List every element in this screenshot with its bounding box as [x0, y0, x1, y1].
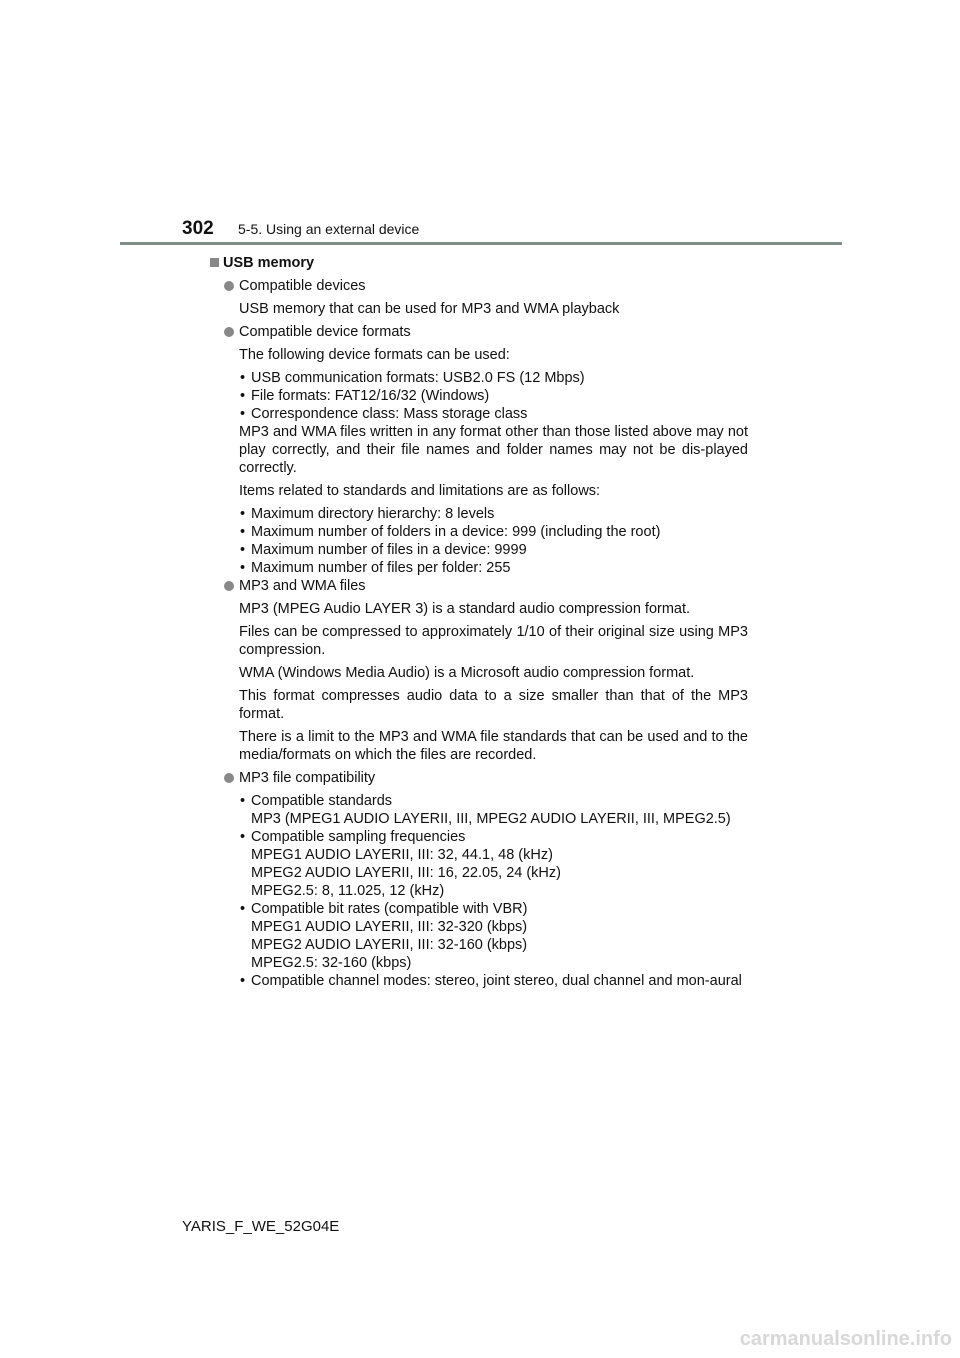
- sampling-line: MPEG2 AUDIO LAYERII, III: 16, 22.05, 24 (kHz): [251, 865, 561, 881]
- mp3-wma-paragraph: There is a limit to the MP3 and WMA file standards that can be used and to the media/formats on which the files are recorded.: [239, 729, 748, 763]
- standards-line: MP3 (MPEG1 AUDIO LAYERII, III, MPEG2 AUDIO LAYERII, III, MPEG2.5): [251, 811, 731, 827]
- mp3-compat-list: [208, 792, 748, 990]
- list-item: • Maximum number of files in a device: 9999: [239, 541, 748, 559]
- header-divider: [120, 242, 842, 245]
- list-item: • Compatible channel modes: stereo, joint stereo, dual channel and mon-aural: [239, 972, 748, 990]
- circle-bullet-icon: [224, 773, 234, 783]
- mp3-wma-paragraph: WMA (Windows Media Audio) is a Microsoft audio compression format.: [239, 665, 695, 681]
- device-formats-title: Compatible device formats: [208, 323, 748, 341]
- mp3-wma-title: MP3 and WMA files: [208, 577, 748, 595]
- list-item: • Compatible bit rates (compatible with VBR) MPEG1 AUDIO LAYERII, III: 32-320 (kbps) MPEG2 AUDIO LAYERII, III: 32-160 (kbps) MPEG2.5: 32-160 (kbps): [239, 900, 748, 972]
- sampling-line: MPEG2.5: 8, 11.025, 12 (kHz): [251, 883, 445, 899]
- list-item: • Compatible standards MP3 (MPEG1 AUDIO LAYERII, III, MPEG2 AUDIO LAYERII, III, MPEG2.5): [239, 792, 748, 828]
- list-item: • Maximum number of folders in a device: 999 (including the root): [239, 523, 748, 541]
- limits-list: [208, 505, 748, 577]
- bitrate-line: MPEG1 AUDIO LAYERII, III: 32-320 (kbps): [251, 919, 528, 935]
- page-number: 302: [182, 218, 214, 239]
- heading-text: USB memory: [223, 255, 315, 271]
- list-item: • USB communication formats: USB2.0 FS (12 Mbps): [239, 369, 748, 387]
- square-bullet-icon: [210, 258, 219, 267]
- bitrate-line: MPEG2.5: 32-160 (kbps): [251, 955, 412, 971]
- list-item: • Maximum directory hierarchy: 8 levels: [239, 505, 748, 523]
- device-formats-note: MP3 and WMA files written in any format other than those listed above may not play correctly, and their file names and folder names may not be dis-played correctly.: [239, 424, 748, 476]
- circle-bullet-icon: [224, 327, 234, 337]
- mp3-wma-paragraph: This format compresses audio data to a size smaller than that of the MP3 format.: [239, 688, 748, 722]
- section-title: 5-5. Using an external device: [238, 221, 420, 237]
- list-item: • Maximum number of files per folder: 255: [239, 559, 748, 577]
- page-content: [208, 254, 748, 990]
- limits-intro: Items related to standards and limitations are as follows:: [239, 483, 601, 499]
- list-item: • File formats: FAT12/16/32 (Windows): [239, 387, 748, 405]
- bitrate-line: MPEG2 AUDIO LAYERII, III: 32-160 (kbps): [251, 937, 528, 953]
- list-item: • Compatible sampling frequencies MPEG1 AUDIO LAYERII, III: 32, 44.1, 48 (kHz) MPEG2 AUDIO LAYERII, III: 16, 22.05, 24 (kHz) MPEG2.5: 8, 11.025, 12 (kHz): [239, 828, 748, 900]
- document-code: YARIS_F_WE_52G04E: [182, 1218, 340, 1235]
- mp3-compat-title: MP3 file compatibility: [208, 769, 748, 787]
- circle-bullet-icon: [224, 281, 234, 291]
- watermark: carmanualsonline.info: [739, 1328, 952, 1350]
- mp3-wma-paragraph: Files can be compressed to approximately 1/10 of their original size using MP3 compression.: [239, 624, 748, 658]
- compatible-devices-text: USB memory that can be used for MP3 and WMA playback: [239, 301, 620, 317]
- sampling-line: MPEG1 AUDIO LAYERII, III: 32, 44.1, 48 (kHz): [251, 847, 553, 863]
- list-item: • Correspondence class: Mass storage class: [239, 405, 748, 423]
- device-formats-intro: The following device formats can be used:: [239, 347, 510, 363]
- circle-bullet-icon: [224, 581, 234, 591]
- compatible-devices-title: Compatible devices: [208, 277, 748, 295]
- mp3-wma-paragraph: MP3 (MPEG Audio LAYER 3) is a standard audio compression format.: [239, 601, 691, 617]
- device-formats-list: [208, 369, 748, 423]
- usb-memory-heading: [208, 254, 748, 272]
